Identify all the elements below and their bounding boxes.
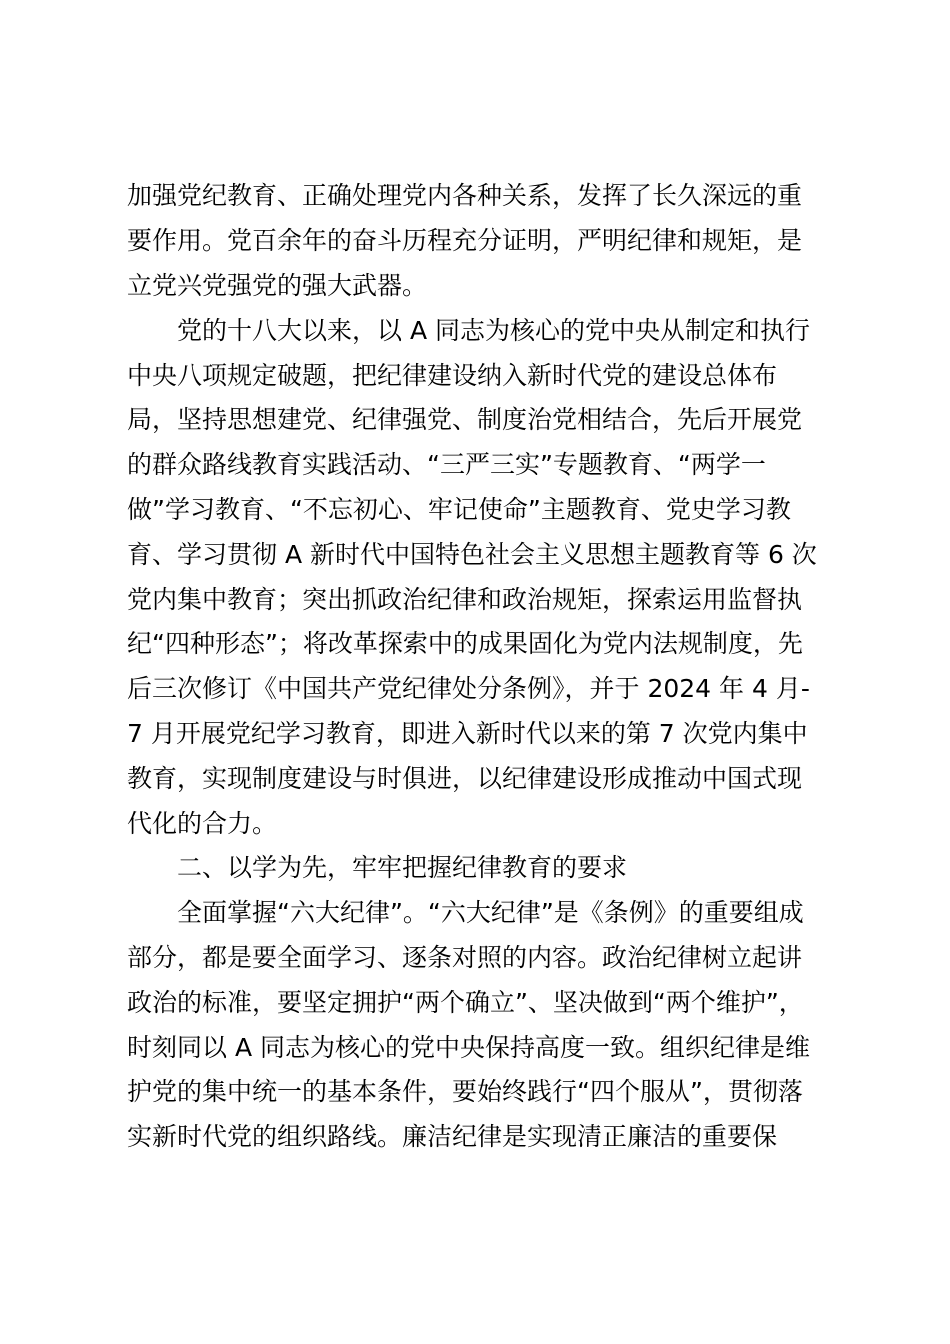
text-line: 立党兴党强党的强大武器。 [127, 271, 428, 300]
text-line: 的群众路线教育实践活动、“三严三实”专题教育、“两学一 [127, 450, 766, 479]
paragraph-start-line: 党的十八大以来，以 A 同志为核心的党中央从制定和执行 [177, 316, 810, 345]
text-line: 代化的合力。 [127, 809, 278, 838]
text-line: 7 月开展党纪学习教育，即进入新时代以来的第 7 次党内集中 [127, 719, 808, 748]
text-line: 部分，都是要全面学习、逐条对照的内容。政治纪律树立起讲 [127, 943, 803, 972]
text-line: 纪“四种形态”；将改革探索中的成果固化为党内法规制度，先 [127, 629, 803, 658]
text-line: 局，坚持思想建党、纪律强党、制度治党相结合，先后开展党 [127, 405, 803, 434]
text-line: 做”学习教育、“不忘初心、牢记使命”主题教育、党史学习教 [127, 495, 791, 524]
text-line: 时刻同以 A 同志为核心的党中央保持高度一致。组织纪律是维 [127, 1033, 810, 1062]
text-line: 育、学习贯彻 A 新时代中国特色社会主义思想主题教育等 6 次 [127, 540, 817, 569]
text-line: 实新时代党的组织路线。廉洁纪律是实现清正廉洁的重要保 [127, 1122, 778, 1151]
text-line: 加强党纪教育、正确处理党内各种关系，发挥了长久深远的重 [127, 181, 803, 210]
text-line: 党内集中教育；突出抓政治纪律和政治规矩，探索运用监督执 [127, 585, 803, 614]
text-line: 护党的集中统一的基本条件，要始终践行“四个服从”，贯彻落 [127, 1077, 803, 1106]
text-line: 政治的标准，要坚定拥护“两个确立”、坚决做到“两个维护”， [127, 988, 804, 1017]
text-line: 教育，实现制度建设与时俱进，以纪律建设形成推动中国式现 [127, 764, 803, 793]
text-line: 后三次修订《中国共产党纪律处分条例》，并于 2024 年 4 月- [127, 674, 810, 703]
paragraph-start-line: 全面掌握“六大纪律”。“六大纪律”是《条例》的重要组成 [177, 898, 804, 927]
section-heading: 二、以学为先，牢牢把握纪律教育的要求 [177, 853, 628, 882]
text-line: 中央八项规定破题，把纪律建设纳入新时代党的建设总体布 [127, 361, 778, 390]
text-line: 要作用。党百余年的奋斗历程充分证明，严明纪律和规矩，是 [127, 226, 803, 255]
